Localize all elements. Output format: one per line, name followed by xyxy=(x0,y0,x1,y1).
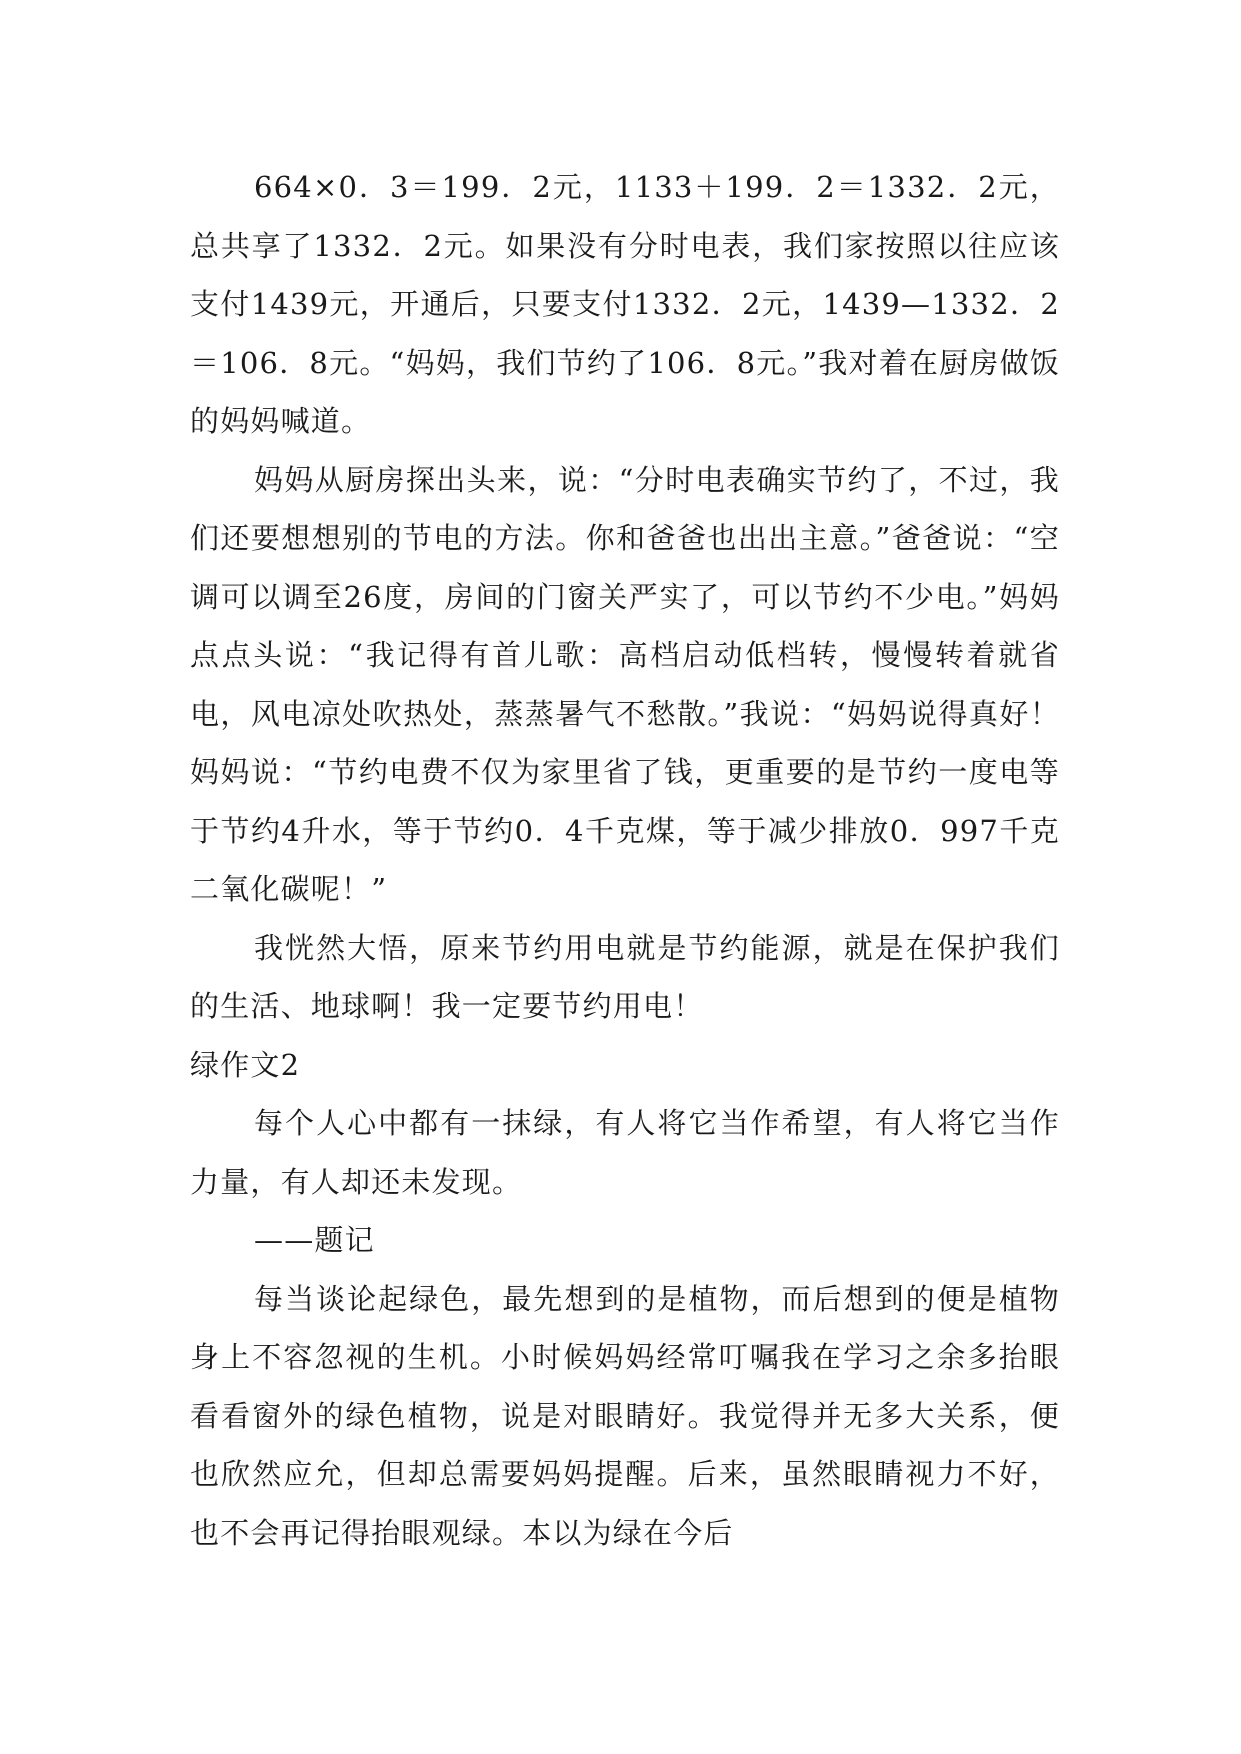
paragraph-green-plants: 每当谈论起绿色，最先想到的是植物，而后想到的便是植物身上不容忽视的生机。小时候妈妈经常叮嘱我在学习之余多抬眼看看窗外的绿色植物，说是对眼睛好。我觉得并无多大关系，便也欣然应允，但却总需要妈妈提醒。后来，虽然眼睛视力不好，也不会再记得抬眼观绿。本以为绿在今后 xyxy=(190,1281,1060,1550)
paragraph-epigraph: 每个人心中都有一抹绿，有人将它当作希望，有人将它当作力量，有人却还未发现。 xyxy=(190,1106,1060,1199)
paragraph-electricity-calculation: 664×0．3＝199．2元，1133＋199．2＝1332．2元，总共享了1332．2元。如果没有分时电表，我们家按照以往应该支付1439元，开通后，只要支付1332．2元，1439—1332．2＝106．8元。“妈妈，我们节约了106．8元。”我对着在厨房做饭的妈妈喊道。 xyxy=(190,170,1060,438)
document-body xyxy=(190,158,1060,1562)
section-title: 绿作文2 xyxy=(190,1047,301,1082)
paragraph-realization: 我恍然大悟，原来节约用电就是节约能源，就是在保护我们的生活、地球啊！我一定要节约用电！ xyxy=(190,930,1060,1023)
paragraph-family-discussion: 妈妈从厨房探出头来，说：“分时电表确实节约了，不过，我们还要想想别的节电的方法。你和爸爸也出出主意。”爸爸说：“空调可以调至26度，房间的门窗关严实了，可以节约不少电。”妈妈点点头说：“我记得有首儿歌：高档启动低档转，慢慢转着就省电，风电凉处吹热处，蒸蒸暑气不愁散。”我说：“妈妈说得真好！妈妈说：“节约电费不仅为家里省了钱，更重要的是节约一度电等于节约4升水，等于节约0．4千克煤，等于减少排放0．997千克二氧化碳呢！” xyxy=(190,462,1060,906)
paragraph-epigraph-attribution: ——题记 xyxy=(254,1223,375,1257)
